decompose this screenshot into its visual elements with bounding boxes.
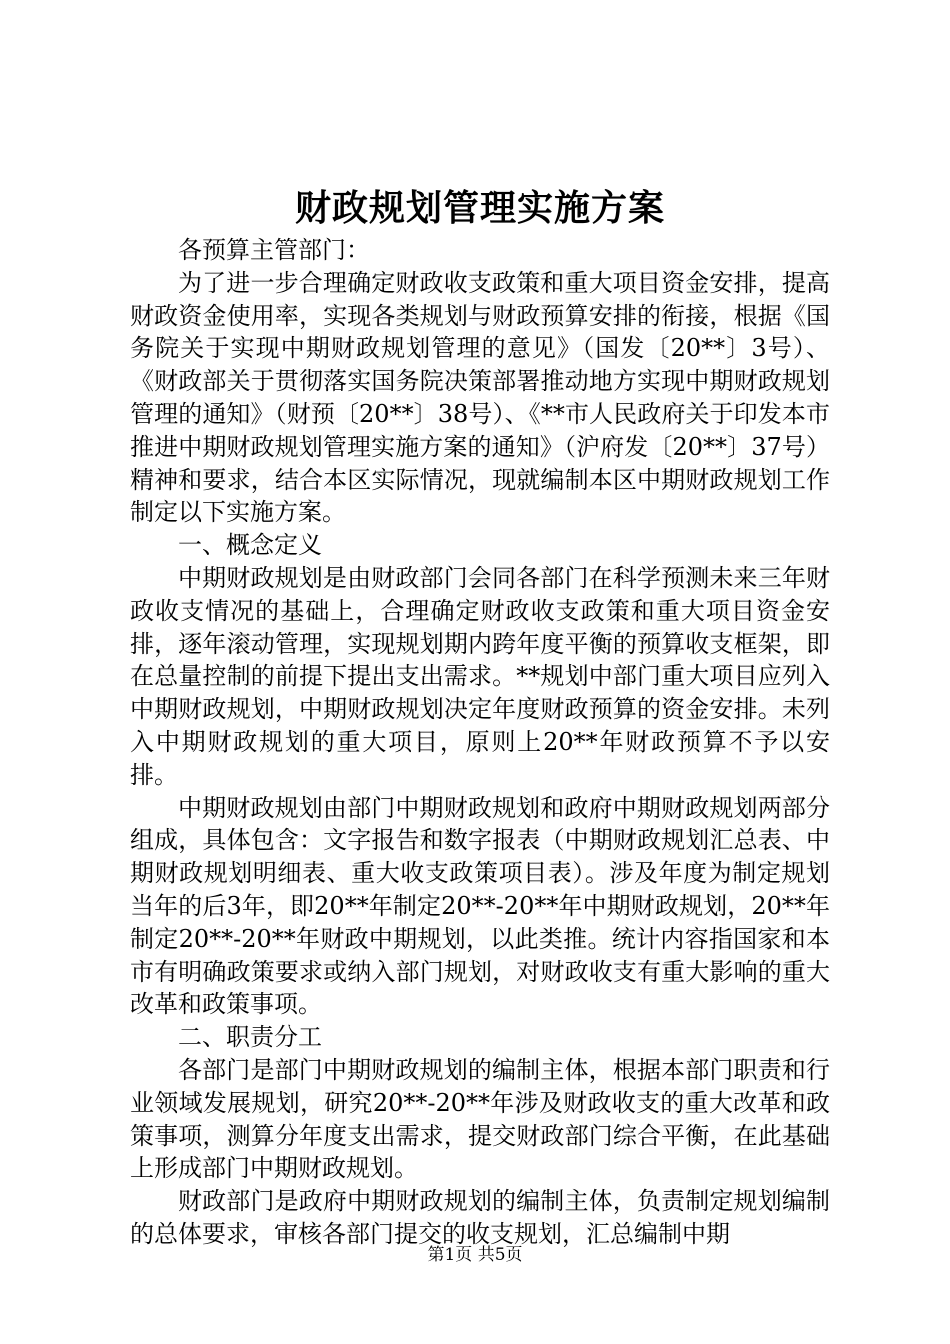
paragraph: 中期财政规划是由财政部门会同各部门在科学预测未来三年财政收支情况的基础上，合理确定财政收支政策和重大项目资金安排，逐年滚动管理，实现规划期内跨年度平衡的预算收支框架，即在总量控制的前提下提出支出需求。**规划中部门重大项目应列入中期财政规划，中期财政规划决定年度财政预算的资金安排。未列入中期财政规划的重大项目，原则上20**年财政预算不予以安排。	[130, 563, 830, 789]
salutation: 各预算主管部门：	[178, 236, 370, 264]
paragraph: 中期财政规划由部门中期财政规划和政府中期财政规划两部分组成，具体包含：文字报告和数字报表（中期财政规划汇总表、中期财政规划明细表、重大收支政策项目表）。涉及年度为制定规划当年的后3年，即20**年制定20**-20**年中期财政规划，20**年制定20**-20**年财政中期规划，以此类推。统计内容指国家和本市有明确政策要求或纳入部门规划，对财政收支有重大影响的重大改革和政策事项。	[130, 793, 830, 1019]
section-heading-1: 一、概念定义	[178, 531, 322, 560]
paragraph-intro: 为了进一步合理确定财政收支政策和重大项目资金安排，提高财政资金使用率，实现各类规划与财政预算安排的衔接，根据《国务院关于实现中期财政规划管理的意见》（国发〔20**〕3号）、《财政部关于贯彻落实国务院决策部署推动地方实现中期财政规划管理的通知》（财预〔20**〕38号）、《**市人民政府关于印发本市推进中期财政规划管理实施方案的通知》（沪府发〔20**〕37号）精神和要求，结合本区实际情况，现就编制本区中期财政规划工作制定以下实施方案。	[130, 268, 830, 527]
paragraph: 各部门是部门中期财政规划的编制主体，根据本部门职责和行业领域发展规划，研究20**-20**年涉及财政收支的重大改革和政策事项，测算分年度支出需求，提交财政部门综合平衡，在此基础上形成部门中期财政规划。	[130, 1055, 830, 1183]
document-title: 财政规划管理实施方案	[294, 187, 665, 229]
page-footer: 第1页 共5页	[427, 1245, 523, 1265]
paragraph: 财政部门是政府中期财政规划的编制主体，负责制定规划编制的总体要求，审核各部门提交的收支规划，汇总编制中期	[130, 1187, 830, 1248]
document-body	[130, 234, 830, 1251]
section-heading-2: 二、职责分工	[178, 1023, 322, 1052]
